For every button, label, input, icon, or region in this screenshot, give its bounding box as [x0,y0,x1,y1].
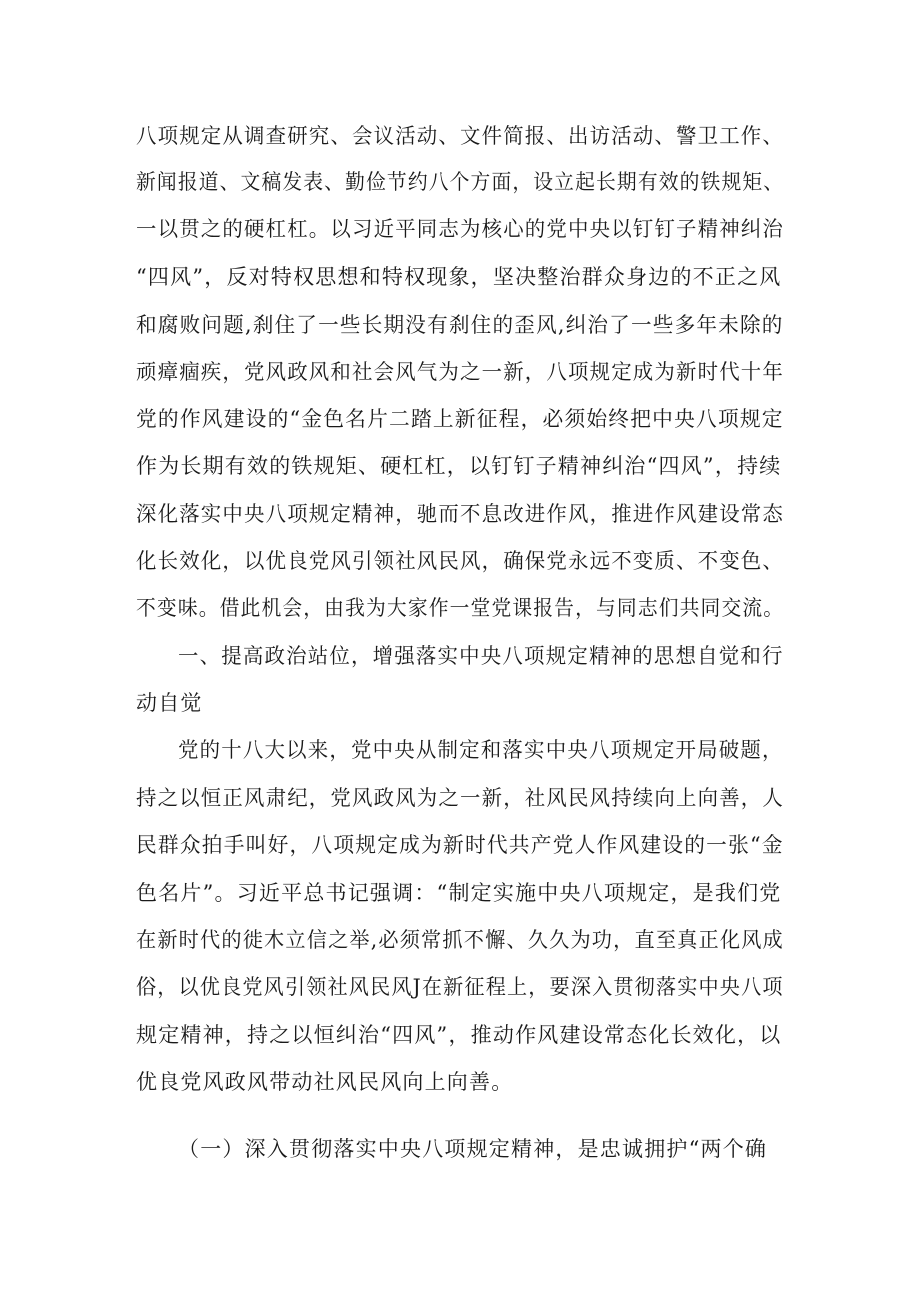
section-heading-line-2: 动自觉 [136,691,203,715]
text-line-18: 规定精神，持之以恒纠治“四风”，推动作风建设常态化长效化，以 [136,1023,782,1047]
text-line-10: 化长效化，以优良党风引领社风民风，确保党永远不变质、不变色、 [136,549,784,573]
text-line-13: 持之以恒正风肃纪，党风政风为之一新，社风民风持续向上向善，人 [136,786,784,810]
text-line-16: 在新时代的徙木立信之举,必须常抓不懈、久久为功，直至真正化风成 [136,928,784,952]
text-line-17: 俗，以优良党风引领社风民风J在新征程上，要深入贯彻落实中央八项 [136,975,784,999]
text-line-6: 顽瘴痼疾，党风政风和社会风气为之一新，八项规定成为新时代十年 [136,360,784,384]
text-line-3: 一以贯之的硬杠杠。以习近平同志为核心的党中央以钉钉子精神纠治 [136,217,784,241]
text-line-7: 党的作风建设的“金色名片二踏上新征程，必须始终把中央八项规定 [136,407,784,431]
subsection-heading-line: （一）深入贯彻落实中央八项规定精神，是忠诚拥护“两个确 [178,1137,768,1161]
text-line-4: “四风”，反对特权思想和特权现象，坚决整治群众身边的不正之风 [136,265,782,289]
text-line-19: 优良党风政风带动社风民风向上向善。 [136,1070,514,1094]
section-heading-line-1: 一、提高政治站位，增强落实中央八项规定精神的思想自觉和行 [178,644,784,668]
text-line-8: 作为长期有效的铁规矩、硬杠杠，以钉钉子精神纠治“四风”，持续 [136,454,782,478]
text-line-12: 党的十八大以来，党中央从制定和落实中央八项规定开局破题， [178,738,784,762]
text-line-11: 不变味。借此机会，由我为大家作一堂党课报告，与同志们共同交流。 [136,596,785,620]
text-line-9: 深化落实中央八项规定精神，驰而不息改进作风，推进作风建设常态 [136,502,784,526]
text-line-14: 民群众拍手叫好，八项规定成为新时代共产党人作风建设的一张“金 [136,833,784,857]
text-line-15: 色名片”。习近平总书记强调：“制定实施中央八项规定，是我们党 [136,881,782,905]
text-line-5: 和腐败问题,刹住了一些长期没有刹住的歪风,纠治了一些多年未除的 [136,313,784,337]
text-line-2: 新闻报道、文稿发表、勤俭节约八个方面，设立起长期有效的铁规矩、 [136,170,785,194]
text-line-1: 八项规定从调查研究、会议活动、文件简报、出访活动、警卫工作、 [136,124,784,148]
